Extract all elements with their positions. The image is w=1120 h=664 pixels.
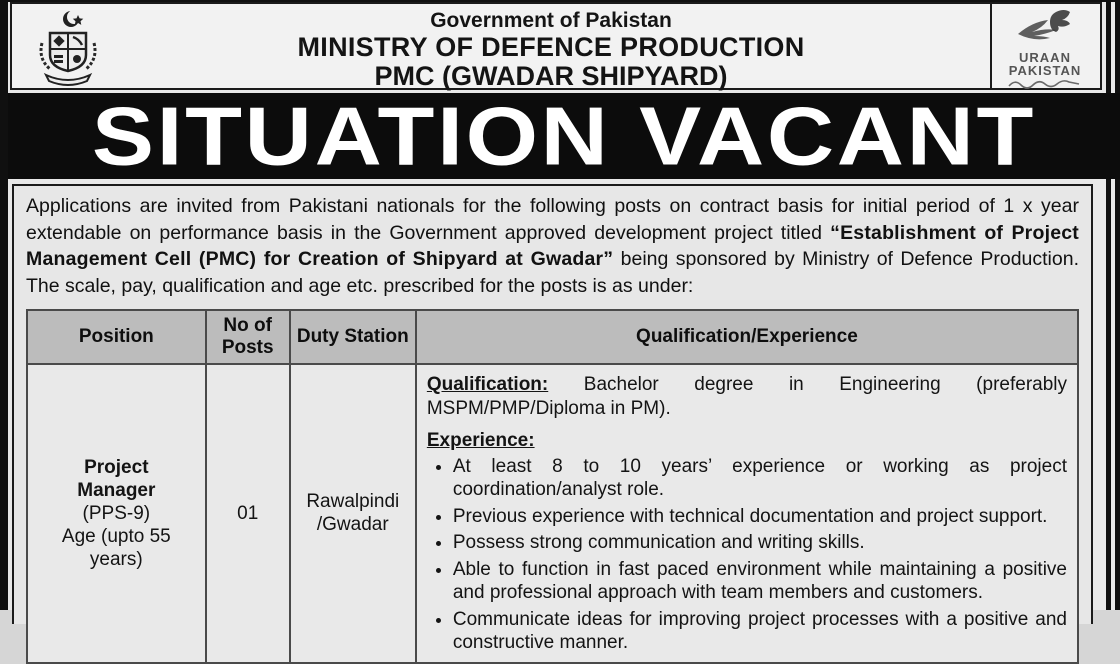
header-duty-station: Duty Station: [290, 310, 416, 364]
experience-bullet: • Previous experience with technical documentation and project support.: [453, 505, 1067, 529]
position-age-limit: Age (upto 55 years): [61, 525, 171, 570]
table-row: [27, 364, 1078, 663]
experience-bullet: • Able to function in fast paced environment while maintaining a positive and professional approach with team members and customers.: [453, 558, 1067, 605]
duty-station-line2: /Gwadar: [316, 514, 389, 536]
frame-left-border: [0, 0, 8, 610]
organization-line: PMC (GWADAR SHIPYARD): [374, 61, 728, 91]
advert-body: [12, 184, 1093, 653]
intro-paragraph: [26, 193, 1079, 299]
qualification-line: [427, 373, 1067, 420]
header-qualification: Qualification/Experience: [416, 310, 1078, 364]
situation-vacant-banner: [8, 89, 1120, 183]
masthead: [10, 2, 1102, 90]
experience-bullet-list: [433, 455, 1067, 655]
qualification-text: Bachelor degree in Engineering (preferably MSPM/PMP/Diploma in PM).: [426, 374, 1067, 419]
intro-text-start: Applications are invited from Pakistani nationals for the following posts on contract basis for initial period of 1 x year extendable on performance basis in the Government approved development project titled: [26, 195, 1079, 244]
masthead-titles: [132, 8, 970, 91]
header-position: Position: [27, 310, 206, 364]
position-details: [50, 456, 182, 571]
table-header-row: [27, 310, 1078, 364]
experience-bullet: • Possess strong communication and writing skills.: [453, 531, 1067, 555]
cell-position: [27, 364, 206, 663]
intro-text-end: being sponsored by Ministry of Defence Production. The scale, pay, qualification and age etc. prescribed for the posts is as under:: [26, 248, 1079, 297]
intro-project-title: “Establishment of Project Management Cell (PMC) for Creation of Shipyard at Gwadar”: [26, 221, 1079, 270]
cell-qualification-experience: [416, 364, 1078, 663]
duty-station-line1: Rawalpindi: [306, 491, 400, 513]
uraan-label-line1: URAAN: [1019, 50, 1071, 65]
header-no-of-posts: No of Posts: [206, 310, 290, 364]
experience-line: [427, 429, 1067, 453]
government-line: Government of Pakistan: [430, 9, 672, 32]
vacancy-table: [26, 309, 1079, 664]
uraan-pakistan-logo: [990, 4, 1098, 88]
position-title: Project Manager: [77, 456, 156, 501]
experience-bullet: • Communicate ideas for improving project processes with a positive and constructive manner.: [453, 608, 1067, 655]
bird-icon: [1012, 8, 1078, 46]
experience-label: Experience:: [426, 430, 535, 451]
ministry-line: MINISTRY OF DEFENCE PRODUCTION: [297, 32, 805, 62]
position-grade: (PPS-9): [82, 502, 151, 524]
frame-right-inner-border: [1106, 0, 1111, 610]
qualification-label: Qualification:: [426, 374, 549, 395]
frame-right-outer-border: [1115, 0, 1120, 610]
pakistan-emblem-icon: [28, 9, 108, 94]
cell-no-of-posts: 01: [206, 364, 290, 663]
uraan-label-line2: PAKISTAN: [1008, 63, 1082, 78]
cell-duty-station: [290, 364, 416, 663]
experience-bullet: • At least 8 to 10 years’ experience or working as project coordination/analyst role.: [453, 455, 1067, 502]
banner-title: SITUATION VACANT: [91, 89, 1037, 183]
